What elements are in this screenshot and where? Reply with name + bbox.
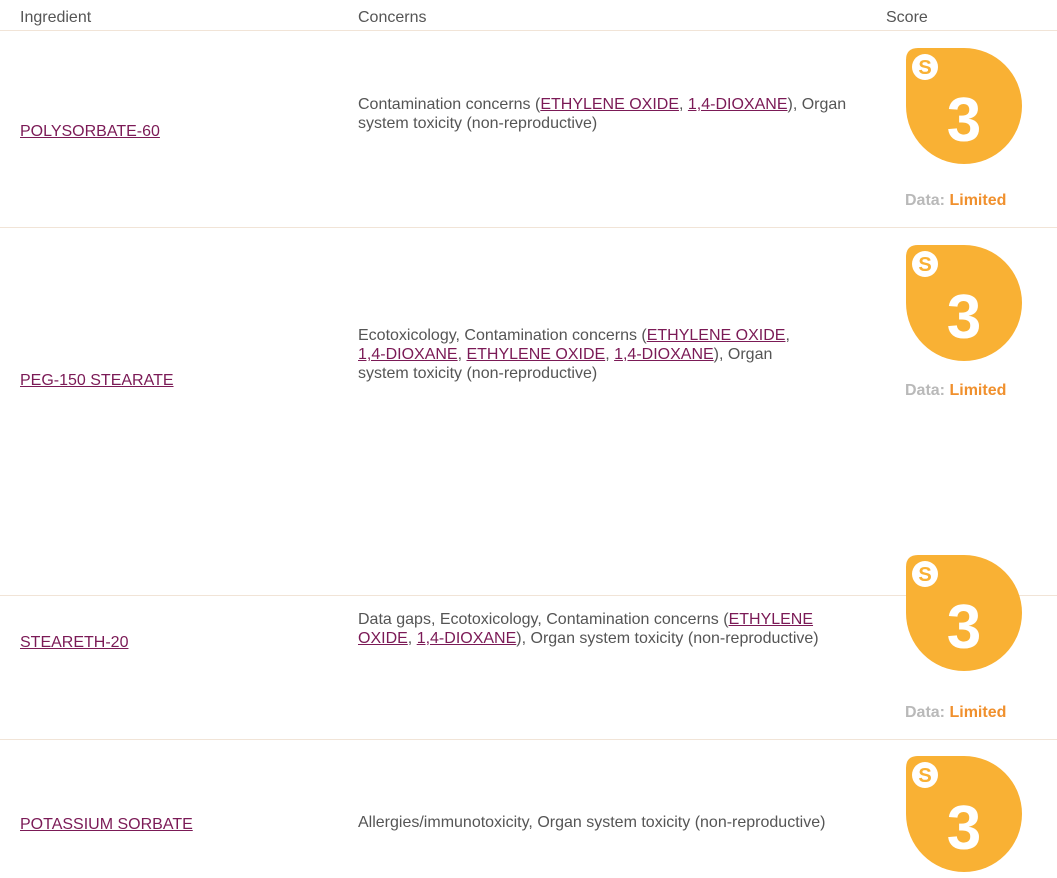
concerns-text	[358, 326, 818, 383]
score-value: 3	[946, 86, 982, 155]
data-label: Data:	[905, 704, 946, 721]
concern-text-fragment: ), Organ system toxicity (non-reproductive)	[358, 96, 847, 132]
sorbate-indicator-icon	[912, 561, 938, 587]
score-badge	[904, 46, 1025, 167]
concern-link[interactable]: 1,4-DIOXANE	[614, 346, 714, 363]
svg-text:S: S	[918, 765, 932, 787]
ingredient-link[interactable]: PEG-150 STEARATE	[20, 372, 174, 389]
score-badge	[904, 243, 1025, 364]
concern-text-fragment: ,	[457, 346, 467, 363]
data-availability	[905, 704, 1006, 722]
score-value: 3	[946, 283, 982, 352]
data-availability	[905, 382, 1006, 400]
data-label: Data:	[905, 192, 946, 209]
concern-text-fragment: ,	[785, 327, 790, 344]
concern-link[interactable]: ETHYLENE OXIDE	[466, 346, 606, 363]
table-row	[0, 31, 1057, 227]
header-concerns: Concerns	[358, 9, 427, 26]
table-header	[0, 0, 1057, 30]
sorbate-indicator-icon	[912, 54, 938, 80]
data-level: Limited	[949, 192, 1007, 209]
concern-text-fragment: Allergies/immunotoxicity, Organ system toxicity (non-reproductive)	[358, 814, 826, 831]
data-level: Limited	[949, 704, 1007, 721]
concern-text-fragment: Contamination concerns (	[358, 96, 541, 113]
concerns-text	[358, 95, 858, 133]
concern-link[interactable]: ETHYLENE OXIDE	[646, 327, 786, 344]
concern-text-fragment: Ecotoxicology, Contamination concerns (	[358, 327, 647, 344]
concern-text-fragment: ,	[407, 630, 417, 647]
concern-text-fragment: Data gaps, Ecotoxicology, Contamination concerns (	[358, 611, 729, 628]
ingredient-link[interactable]: POLYSORBATE-60	[20, 123, 160, 140]
ingredient-link[interactable]: STEARETH-20	[20, 634, 129, 651]
data-label: Data:	[905, 382, 946, 399]
score-value: 3	[946, 593, 982, 662]
concern-link[interactable]: ETHYLENE OXIDE	[358, 611, 814, 647]
svg-text:S: S	[918, 564, 932, 586]
score-value: 3	[946, 794, 982, 863]
sorbate-indicator-icon	[912, 251, 938, 277]
concern-link[interactable]: 1,4-DIOXANE	[358, 346, 458, 363]
svg-text:S: S	[918, 57, 932, 79]
data-availability	[905, 192, 1006, 210]
concern-link[interactable]: ETHYLENE OXIDE	[540, 96, 680, 113]
concerns-text	[358, 610, 858, 648]
header-score: Score	[886, 9, 928, 26]
concern-text-fragment: ,	[605, 346, 615, 363]
table-row	[0, 228, 1057, 595]
concern-link[interactable]: 1,4-DIOXANE	[687, 96, 788, 113]
concerns-text	[358, 813, 858, 832]
header-ingredient: Ingredient	[20, 9, 92, 26]
table-row	[0, 542, 1057, 739]
data-level: Limited	[949, 382, 1007, 399]
score-badge	[904, 553, 1025, 674]
table-row	[0, 740, 1057, 878]
concern-text-fragment: ), Organ system toxicity (non-reproductive)	[516, 630, 819, 647]
score-badge	[904, 754, 1025, 875]
concern-text-fragment: ,	[679, 96, 688, 113]
ingredient-link[interactable]: POTASSIUM SORBATE	[20, 816, 193, 833]
concern-link[interactable]: 1,4-DIOXANE	[416, 630, 517, 647]
concern-text-fragment: ), Organ system toxicity (non-reproductive)	[358, 346, 773, 382]
svg-text:S: S	[918, 254, 932, 276]
sorbate-indicator-icon	[912, 762, 938, 788]
